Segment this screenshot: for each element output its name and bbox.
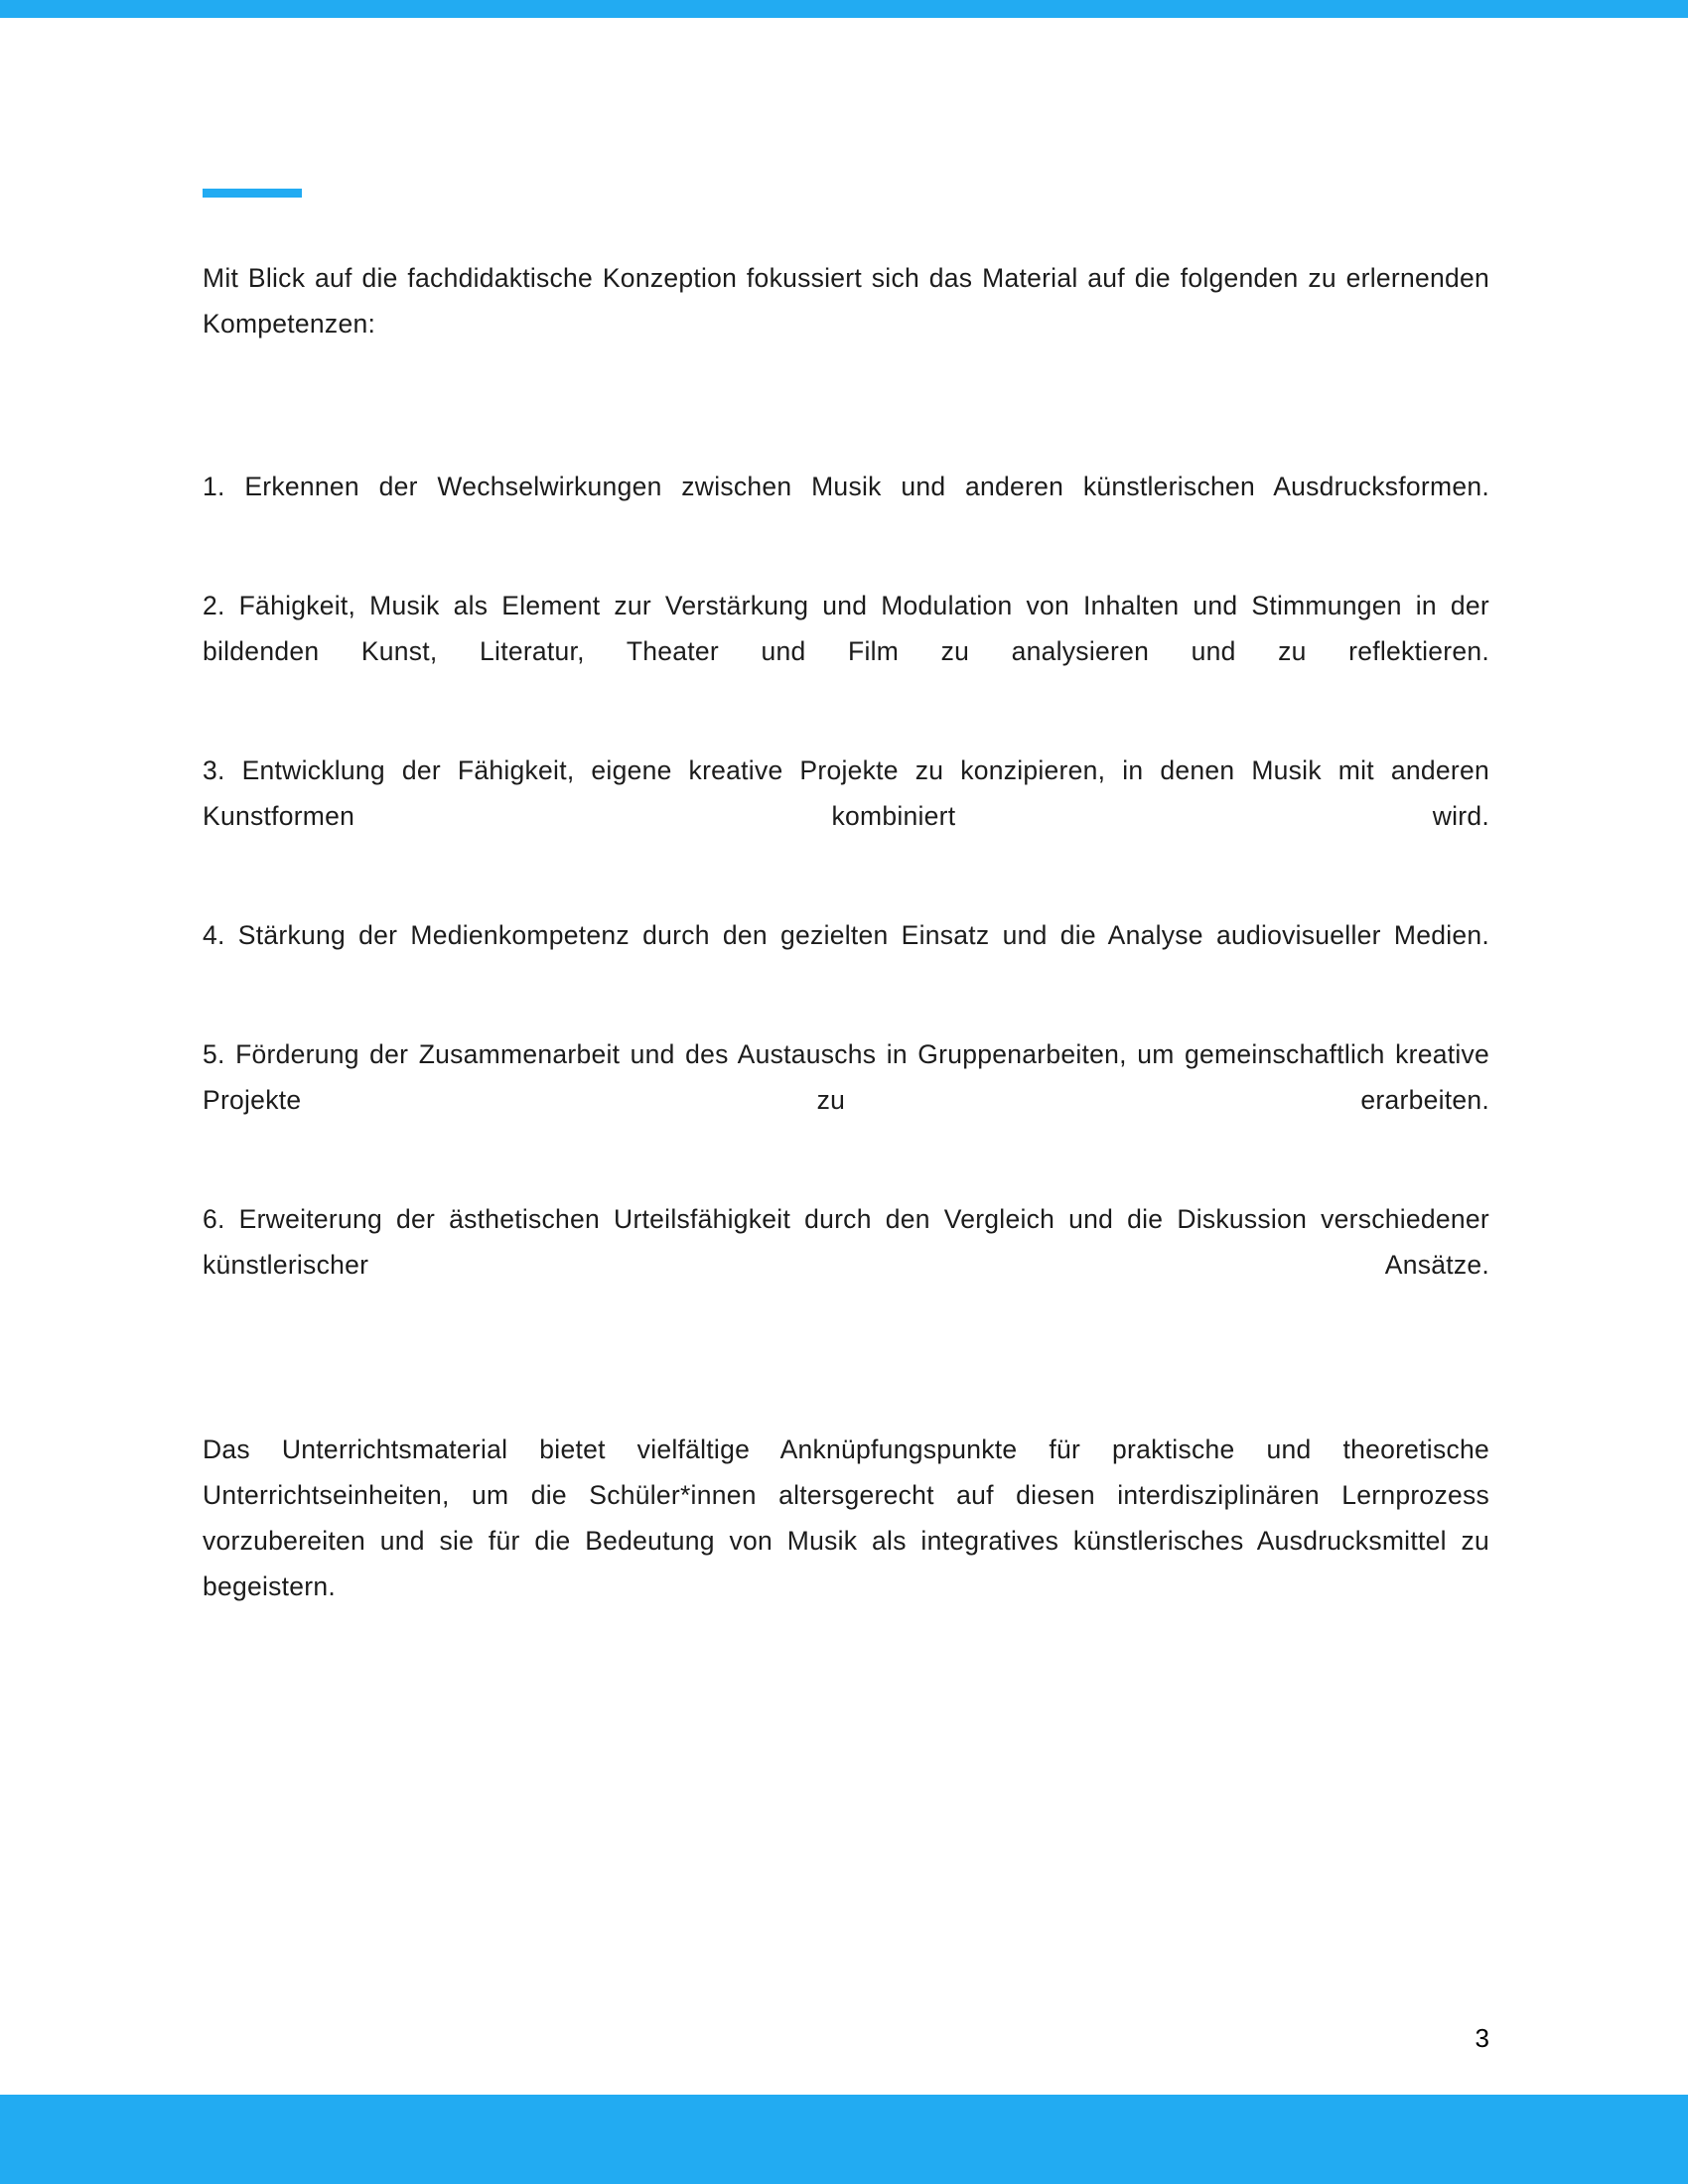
competency-item-3: 3. Entwicklung der Fähigkeit, eigene kreative Projekte zu konzipieren, in denen Musik mit anderen Kunstformen kombiniert wird.	[203, 755, 1489, 831]
intro-block	[203, 255, 1489, 392]
competency-item-6: 6. Erweiterung der ästhetischen Urteilsfähigkeit durch den Vergleich und die Diskussion verschiedener künstlerischer Ansätze.	[203, 1204, 1489, 1280]
competency-item-2: 2. Fähigkeit, Musik als Element zur Verstärkung und Modulation von Inhalten und Stimmungen in der bildenden Kunst, Literatur, Theater und Film zu analysieren und zu reflektieren.	[203, 591, 1489, 666]
competency-list	[203, 464, 1489, 1333]
page-content	[203, 0, 1489, 1655]
competency-item-5: 5. Förderung der Zusammenarbeit und des Austauschs in Gruppenarbeiten, um gemeinschaftlich kreative Projekte zu erarbeiten.	[203, 1039, 1489, 1115]
competency-item-4: 4. Stärkung der Medienkompetenz durch den gezielten Einsatz und die Analyse audiovisueller Medien.	[203, 920, 1489, 950]
page-number: 3	[1475, 2023, 1489, 2053]
competency-item-1: 1. Erkennen der Wechselwirkungen zwischen Musik und anderen künstlerischen Ausdrucksformen.	[203, 472, 1489, 501]
bottom-accent-bar	[0, 2095, 1688, 2184]
closing-block	[203, 1427, 1489, 1655]
intro-paragraph: Mit Blick auf die fachdidaktische Konzeption fokussiert sich das Material auf die folgenden zu erlernenden Kompetenzen:	[203, 263, 1489, 339]
section-accent-rule	[203, 189, 302, 198]
closing-paragraph: Das Unterrichtsmaterial bietet vielfältige Anknüpfungspunkte für praktische und theoretische Unterrichtseinheiten, um die Schüler*innen altersgerecht auf diesen interdisziplinären Lernprozess vorzubereiten und sie für die Bedeutung von Musik als integratives künstlerisches Ausdrucksmittel zu begeistern.	[203, 1434, 1489, 1601]
